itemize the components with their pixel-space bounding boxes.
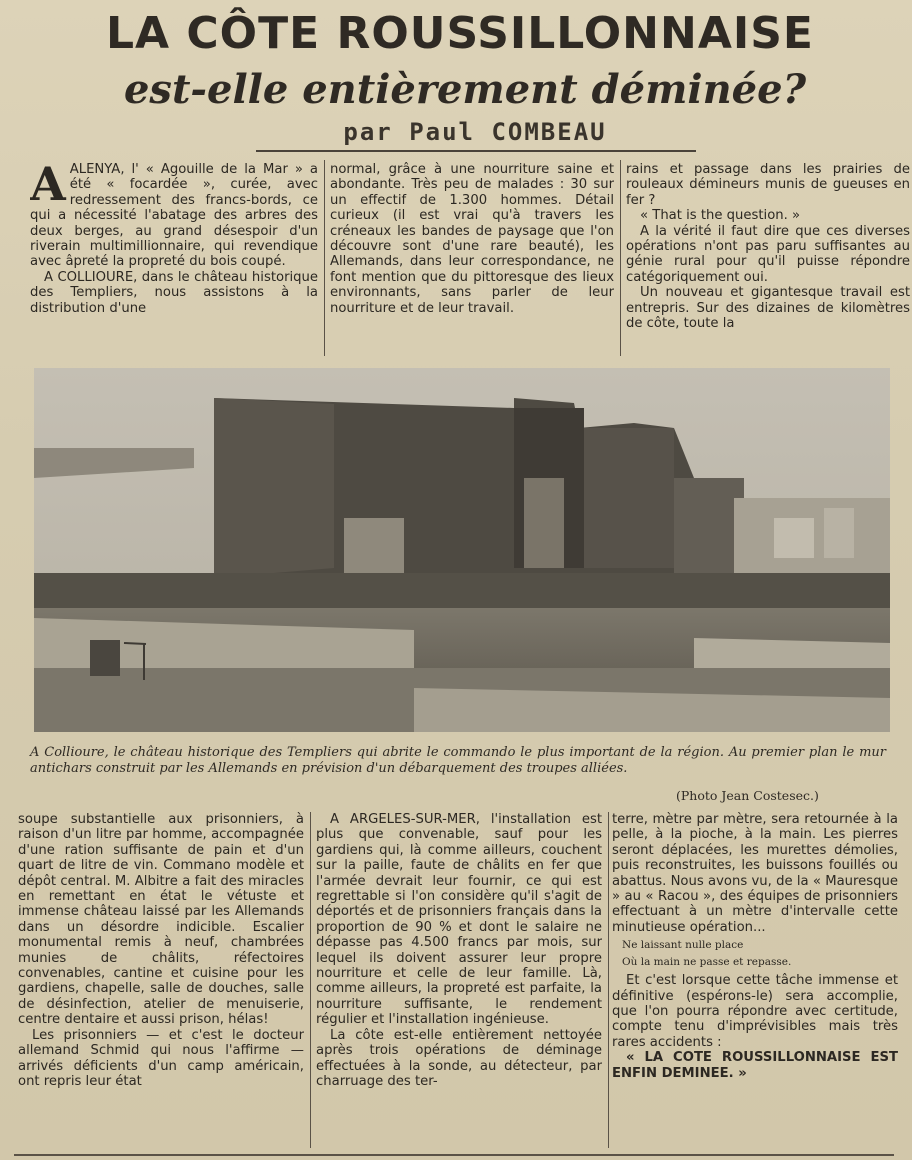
column-rule [310, 812, 311, 1148]
column-rule [608, 812, 609, 1148]
paragraph-genie-rural: A la vérité il faut dire que ces diverses opérations n'ont pas paru suffisantes au génie rural pour qu'il puisse répondre catégoriquement oui. [626, 223, 910, 285]
paragraph-nouveau-travail: Un nouveau et gigantesque travail est entrepris. Sur des dizaines de kilomètres de côte, toute la [626, 285, 910, 332]
byline: par Paul COMBEAU [343, 118, 607, 146]
paragraph-deminage: La côte est-elle entièrement nettoyée après trois opérations de déminage effectuées à la sonde, au détecteur, par charruage des ter- [316, 1027, 602, 1089]
paragraph-alenya-text: ALENYA, l' « Agouille de la Mar » a été « focardée », curée, avec redressement des francs-bords, ce qui a nécessité l'abatage des arbres des deux berges, au grand désespoir d'un riverain multimillionnaire, qui revendique avec âpreté la propreté du bois coupé. [30, 162, 318, 270]
paragraph-terre: terre, mètre par mètre, sera retournée à la pelle, à la pioche, à la main. Les pierres seront déplacées, les murettes démolies, puis reconstruites, les buissons fouillés ou abattus. Nous avons vu, de la « Mauresque » au « Racou », des équipes de prisonniers effectuant à un mètre d'intervalle cette minutieuse opération... [612, 812, 898, 935]
top-column-1 [30, 162, 318, 362]
paragraph-collioure: A COLLIOURE, dans le château historique des Templiers, nous assistons à la distribution d'une [30, 269, 318, 316]
drop-cap: A [30, 162, 66, 211]
photo-credit: (Photo Jean Costesec.) [676, 788, 819, 803]
byline-underline [256, 150, 696, 152]
verse-line-1: Ne laissant nulle place [622, 939, 744, 952]
paragraph-conclusion: Et c'est lorsque cette tâche immense et définitive (espérons-le) sera accomplie, que l'on pourra répondre avec certitude, compte tenu d'imprévisibles mais très rares accidents : [612, 973, 898, 1050]
bottom-rule [14, 1154, 894, 1156]
bottom-column-3 [612, 812, 898, 1152]
headline: LA CÔTE ROUSSILLONNAISE [105, 8, 814, 59]
photo-caption: A Collioure, le château historique des Templiers qui abrite le commando le plus important de la région. Au premier plan le mur antichars construit par les Allemands en prévision d'un débarquement des troupes alliées. [30, 745, 886, 776]
top-column-2 [330, 162, 614, 362]
paragraph-prairies: rains et passage dans les prairies de rouleaux démineurs munis de gueuses en fer ? [626, 162, 910, 208]
bottom-column-2 [316, 812, 602, 1152]
paragraph-soupe: soupe substantielle aux prisonniers, à raison d'un litre par homme, accompagnée d'une ration suffisante de pain et d'un quart de litre de vin. Commano modèle et dépôt central. M. Albitre a fait des miracles en remettant en état le vétuste et immense château laissé par les Allemands dans un désordre indicible. Escalier monumental remis à neuf, chambrées munies de châlits, réfectoires convenables, cantine et cuisine pour les gardiens, chapelle, salle de douches, salle de désinfection, atelier de menuiserie, centre dentaire et aussi prison, hélas! [18, 812, 304, 1028]
closing-statement: « LA COTE ROUSSILLONNAISE EST ENFIN DEMINEE. » [612, 1050, 898, 1081]
chateau-photo [34, 368, 890, 732]
column-rule [620, 160, 621, 356]
paragraph-nourriture: normal, grâce à une nourriture saine et abondante. Très peu de malades : 30 sur un effectif de 1.300 hommes. Détail curieux (il est vrai qu'à travers les créneaux les bandes de paysage que l'on découvre sont d'une rare beauté), les Allemands, dans leur correspondance, ne font mention que du pittoresque des lieux environnants, sans parler de leur nourriture et de leur travail. [330, 162, 614, 316]
paragraph-argeles: A ARGELES-SUR-MER, l'installation est plus que convenable, sauf pour les gardiens qui, là comme ailleurs, couchent sur la paille, faute de châlits en fer que l'armée devrait leur fournir, ce qui est regrettable si l'on considère qu'il s'agit de déportés et de prisonniers français dans la proportion de 90 % et dont le salaire ne dépasse pas 4.500 francs par mois, sur lequel ils doivent assurer leur propre nourriture et celle de leur famille. Là, comme ailleurs, la propreté est parfaite, la nourriture suffisante, le rendement régulier et l'installation ingénieuse. [316, 812, 602, 1028]
paragraph-prisonniers: Les prisonniers — et c'est le docteur allemand Schmid qui nous l'affirme — arrivés déficients d'un camp américain, ont repris leur état [18, 1027, 304, 1089]
subheadline: est-elle entièrement déminée? [123, 66, 807, 113]
bottom-column-1 [18, 812, 304, 1152]
column-rule [324, 160, 325, 356]
top-column-3 [626, 162, 910, 362]
paragraph-alenya [30, 162, 318, 270]
paragraph-question: « That is the question. » [640, 208, 801, 224]
verse-line-2: Où la main ne passe et repasse. [622, 956, 792, 969]
